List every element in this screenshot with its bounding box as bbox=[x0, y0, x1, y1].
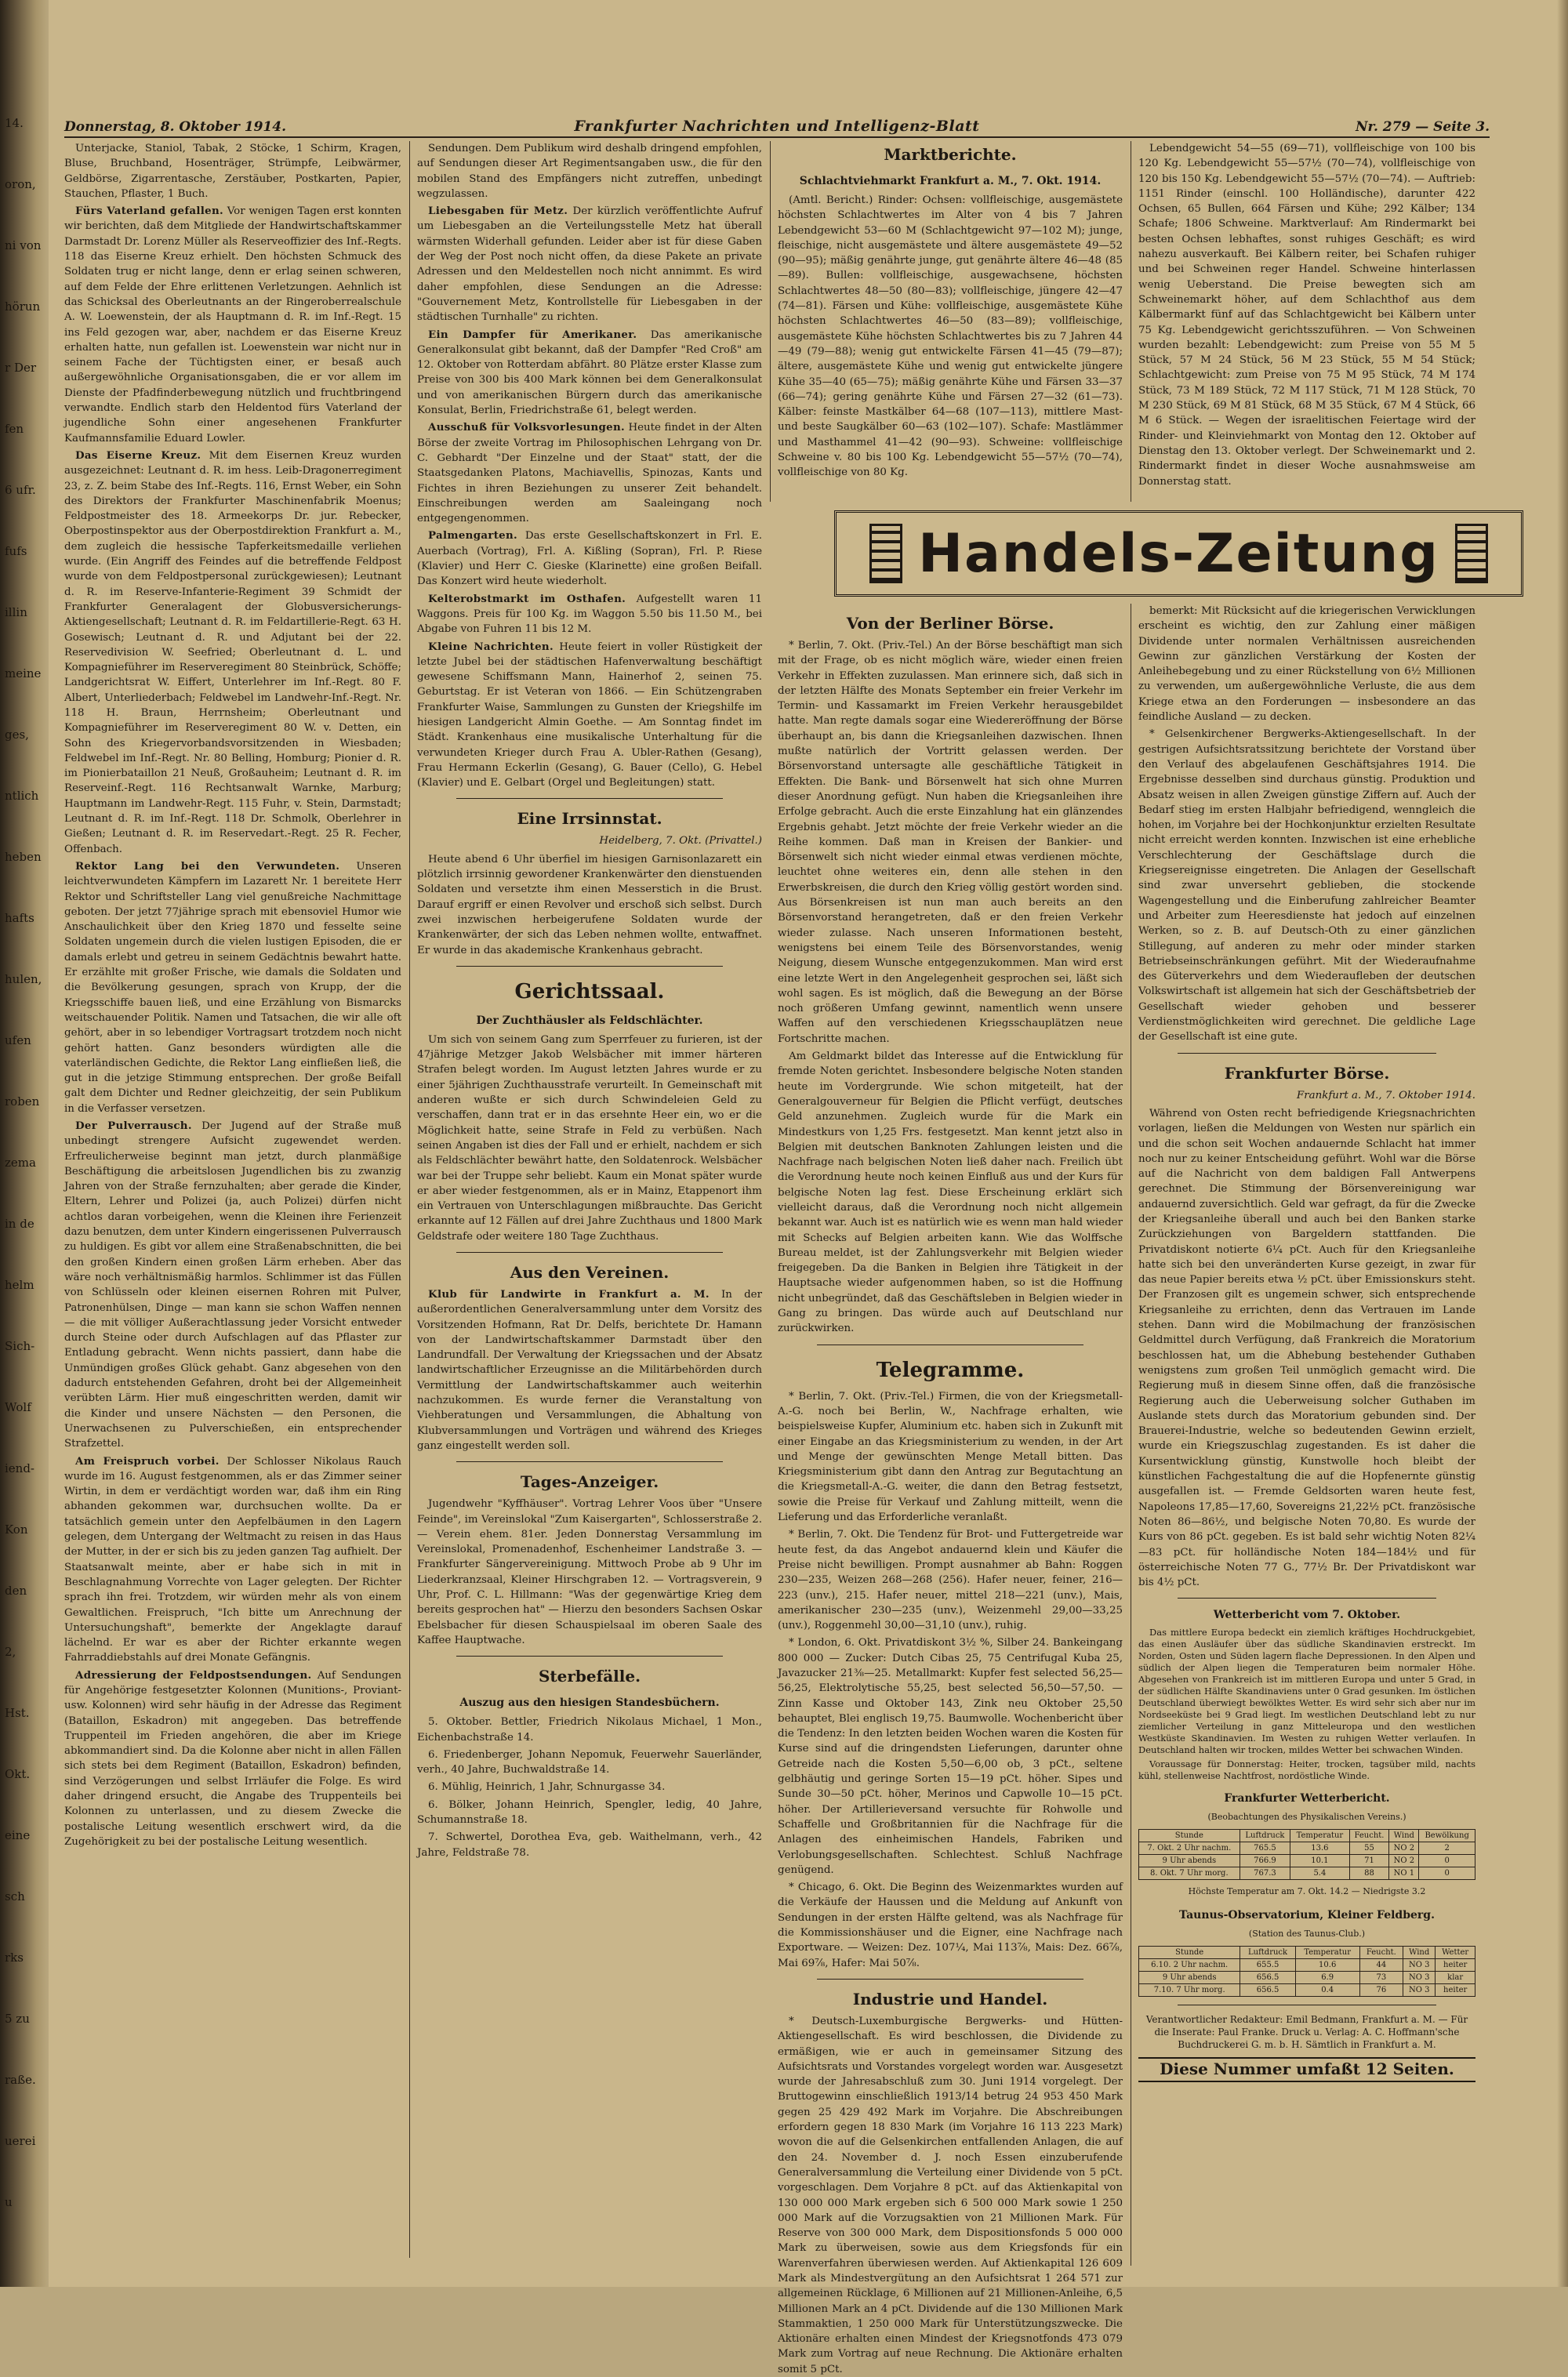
article-lead: Der Pulverrausch. bbox=[75, 1120, 192, 1132]
table-header-row bbox=[1139, 1830, 1475, 1842]
newspaper-page bbox=[49, 0, 1568, 2375]
column-header: Wind bbox=[1389, 1830, 1419, 1842]
article-subheading: Auszug aus den hiesigen Standesbüchern. bbox=[459, 1697, 720, 1710]
article-paragraph bbox=[417, 420, 762, 526]
table-cell: klar bbox=[1436, 1972, 1475, 1984]
gutter-text-fragment: fen bbox=[5, 422, 24, 436]
list-item: 6. Bölker, Johann Heinrich, Spengler, ledig, 40 Jahre, Schumannstraße 18. bbox=[417, 1798, 762, 1827]
table-row bbox=[1139, 1959, 1475, 1972]
column-header: Wetter bbox=[1436, 1947, 1475, 1959]
gutter-text-fragment: ges, bbox=[5, 728, 29, 742]
table-cell: NO 3 bbox=[1403, 1984, 1436, 1997]
gutter-text-fragment: meine bbox=[5, 666, 42, 680]
section-heading: Sterbefälle. bbox=[538, 1667, 641, 1686]
section-divider bbox=[456, 1656, 723, 1657]
column-header: Temperatur bbox=[1290, 1830, 1349, 1842]
gutter-text-fragment: Kon bbox=[5, 1522, 28, 1537]
gutter-text-fragment: Sich- bbox=[5, 1339, 35, 1353]
table-cell: 765.5 bbox=[1240, 1842, 1290, 1855]
handels-column-right bbox=[1138, 604, 1475, 2274]
table-cell: 9 Uhr abends bbox=[1139, 1855, 1240, 1867]
gutter-text-fragment: 6 ufr. bbox=[5, 483, 36, 497]
table-cell: 6.9 bbox=[1295, 1972, 1359, 1984]
article-lead: Rektor Lang bei den Verwundeten. bbox=[75, 859, 340, 873]
table-row bbox=[1139, 1867, 1475, 1880]
table-cell: 10.6 bbox=[1295, 1959, 1359, 1972]
table-subtitle: (Beobachtungen des Physikalischen Vereins.) bbox=[1207, 1812, 1406, 1823]
section-heading: Aus den Vereinen. bbox=[510, 1263, 670, 1282]
article-lead: Kleine Nachrichten. bbox=[428, 640, 554, 653]
column-1 bbox=[64, 141, 401, 2266]
table-cell: 13.6 bbox=[1290, 1842, 1349, 1855]
table-subtitle: (Station des Taunus-Club.) bbox=[1248, 1929, 1366, 1940]
gutter-text-fragment: oron, bbox=[5, 177, 36, 191]
editorial-imprint: Verantwortlicher Redakteur: Emil Bedmann, Frankfurt a. M. — Für die Inserate: Paul Franke. Druck u. Verlag: A. C. Hoffmann'sche Buchdruckerei G. m. b. H. Sämtlich in Frankfurt a. M. bbox=[1145, 2014, 1468, 2051]
weather-table bbox=[1138, 1829, 1475, 1880]
table-cell: 7.10. 7 Uhr morg. bbox=[1139, 1984, 1240, 1997]
article-text: Der kürzlich veröffentlichte Aufruf um Liebesgaben an die Verteilungsstelle Metz hat überall wärmsten Widerhall gefunden. Leider aber ist für diese Gaben der Weg der Post noch nicht offen, da diese Pakete an private Adressen und den Meldestellen noch nicht annimmt. Es wird daher empfohlen, diese Sendungen an die Adresse: "Gouvernement Metz, Kontrollstelle für Liebesgaben in der städtischen Turnhalle" zu richten. bbox=[417, 205, 762, 324]
article-text: Unterjacke, Staniol, Tabak, 2 Stöcke, 1 Schirm, Kragen, Bluse, Bruchband, Hosenträger, Strümpfe, Leibwärmer, Geldbörse, Zigarrentasche, Zerstäuber, Postkarten, Papier, Stauchen, Pflaster, 1 Buch. bbox=[64, 143, 401, 200]
gutter-text-fragment: sch bbox=[5, 1889, 25, 1903]
dateline: Heidelberg, 7. Okt. (Privattel.) bbox=[599, 835, 762, 847]
table-row bbox=[1139, 1855, 1475, 1867]
article-text: Heute findet in der Alten Börse der zweite Vortrag im Philosophischen Lehrgang von Dr. C. Gebhardt "Der Einzelne und der Staat" statt, der die Staatsgedanken Platons, Machiavellis, Spinozas, Kants und Fichtes in ihren Beziehungen zu unserer Zeit behandelt. Einschreibungen werden am Saaleingang noch entgegengenommen. bbox=[417, 422, 762, 525]
article-text: Mit dem Eisernen Kreuz wurden ausgezeichnet: Leutnant d. R. im hess. Leib-Dragonerregiment 23, z. Z. beim Stabe des Inf.-Regts. 116, Ernst Weber, ein Sohn des Direktors der Frankfurter Maschinenfabrik Moenus; Feldpostmeister des 18. Armeekorps Dr. jur. Rebecker, Oberpostinspektor aus der Oberpostdirektion Frankfurt a. M., dem zugleich die hessische Tapferkeitsmedaille verliehen wurde. (Ein Angriff des Feindes auf die betreffende Feldpost wurde von dem Feldpostpersonal zurückgewiesen); Leutnant d. R. im Reserve-Infanterie-Regiment 39 Schmidt der Frankfurter Generalagent der Globusversicherungs-Aktiengesellschaft; Leutnant d. R. im Feldartillerie-Regt. 63 H. Gosewisch; Leutnant d. R. und Adjutant bei der 22. Reservedivision W. Seefried; Oberleutnant d. L. und Kompagnieführer im Reserveregiment 80 Steinbrück, Schöffe; Landgerichtsrat W. Eiffert, Unterlehrer im Inf.-Regt. 80 F. Albert, Unterliederbach; Feldwebel im Landwehr-Inf.-Regt. Nr. 118 H. Braun, Herrnsheim; Oberleutnant und Kompagnieführer im Reserveregiment 80 W. v. Detten, ein Sohn des Kriegervorbandsvorsitzenden in Wiesbaden; Feldwebel im Inf.-Regt. Nr. 80 Belling, Homburg; Pionier d. R. im Pionierbataillon 21 Neuß, Großauheim; Leutnant d. R. im Reserveinf.-Regt. 116 Rechtsanwalt Warnke, Marburg; Hauptmann im Landwehr-Regt. 115 Fuhr, v. Stein, Darmstadt; Leutnant d. R. im Inf.-Regt. 118 Dr. Schmolk, Oberlehrer in Gießen; Leutnant d. R. im Reservedart.-Regt. 25 R. Fecher, Offenbach. bbox=[64, 449, 402, 855]
section-heading: Tages-Anzeiger. bbox=[520, 1472, 659, 1492]
section-heading: Von der Berliner Börse. bbox=[846, 614, 1054, 633]
table-cell: 73 bbox=[1359, 1972, 1403, 1984]
forecast-text: Voraussage für Donnerstag: Heiter, trocken, tagsüber mild, nachts kühl, stellenweise Nachtfrost, nordöstliche Winde. bbox=[1138, 1758, 1475, 1782]
handels-zeitung-banner bbox=[834, 510, 1523, 597]
section-heading: Frankfurter Börse. bbox=[1224, 1063, 1390, 1083]
article-paragraph bbox=[64, 1668, 401, 1850]
section-divider bbox=[1178, 1053, 1436, 1054]
gutter-text-fragment: u bbox=[5, 2195, 13, 2209]
article-text: Aufgestellt waren 11 Waggons. Preis für 100 Kg. im Waggon 5.50 bis 11.50 M., bei Abgabe von Fuhren 11 bis 12 M. bbox=[417, 593, 762, 636]
table-cell: heiter bbox=[1436, 1984, 1475, 1997]
column-header: Feucht. bbox=[1359, 1947, 1403, 1959]
gutter-text-fragment: hafts bbox=[5, 911, 34, 925]
gutter-text-fragment: den bbox=[5, 1584, 27, 1598]
section-heading: Industrie und Handel. bbox=[852, 1989, 1048, 2009]
column-header: Feucht. bbox=[1349, 1830, 1389, 1842]
article-lead: Am Freispruch vorbei. bbox=[75, 1454, 220, 1468]
table-cell: 55 bbox=[1349, 1842, 1389, 1855]
article-lead: Kelterobstmarkt im Osthafen. bbox=[428, 592, 626, 605]
table-cell: 71 bbox=[1349, 1855, 1389, 1867]
table-cell: 44 bbox=[1359, 1959, 1403, 1972]
column-header: Temperatur bbox=[1295, 1947, 1359, 1959]
table-cell: 0 bbox=[1419, 1867, 1475, 1880]
article-lead: Klub für Landwirte in Frankfurt a. M. bbox=[428, 1288, 710, 1301]
article-lead: Ausschuß für Volksvorlesungen. bbox=[428, 421, 625, 434]
list-item: 7. Schwertel, Dorothea Eva, geb. Waithelmann, verh., 42 Jahre, Feldstraße 78. bbox=[417, 1831, 762, 1859]
article-lead: Fürs Vaterland gefallen. bbox=[75, 205, 223, 218]
article-paragraph bbox=[417, 592, 762, 637]
table-cell: 655.5 bbox=[1240, 1959, 1295, 1972]
article-paragraph bbox=[417, 204, 762, 325]
article-lead: Liebesgaben für Metz. bbox=[428, 205, 568, 218]
article-text: In der außerordentlichen Generalversammlung unter dem Vorsitz des Vorsitzenden Hofmann, Rat Dr. Delfs, berichtete Dr. Hamann von der Landwirtschaftskammer Darmstadt über den Landrundfall. Der Verwaltung der Kriegssachen und der Absatz landwirtschaftlicher Erzeugnisse an die Militärbehörden durch Vermittlung der Landwirtschaftskammer auch weiterhin nachzukommen. Es wurde ferner die Veranstaltung von Viehberatungen und Versammlungen, die Abhaltung von Klubversammlungen und Vorträgen und während des Krieges ganz eingestellt werden soll. bbox=[417, 1289, 762, 1452]
article-paragraph bbox=[64, 859, 401, 1116]
ornament-icon bbox=[869, 524, 902, 583]
table-cell: 0 bbox=[1419, 1855, 1475, 1867]
article-lead: Ein Dampfer für Amerikaner. bbox=[428, 328, 637, 341]
article-lead: Das Eiserne Kreuz. bbox=[75, 448, 201, 462]
table-footnote: Höchste Temperatur am 7. Okt. 14.2 — Niedrigste 3.2 bbox=[1188, 1886, 1426, 1897]
gutter-text-fragment: 2, bbox=[5, 1645, 16, 1659]
article-text: * Berlin, 7. Okt. Die Tendenz für Brot- und Futtergetreide war heute fest, da das Angebot andauernd klein und Käufer die Preise nicht bewilligen. Prompt ausnahmer ab Bahn: Roggen 230—235, Weizen 268—268 (256). Hafer neuer, feiner, 216—223 (unv.), 215. Hafer neuer, mittel 218—221 (unv.), Mais, amerikanischer 230—235 (unv.), Weizenmehl 29,00—33,25 (unv.), Roggenmehl 30,00—31,10 (unv.), ruhig. bbox=[778, 1529, 1123, 1632]
gutter-text-fragment: Hst. bbox=[5, 1706, 30, 1720]
table-row bbox=[1139, 1984, 1475, 1997]
gutter-text-fragment: iend- bbox=[5, 1461, 35, 1475]
table-cell: 9 Uhr abends bbox=[1139, 1972, 1240, 1984]
article-text: Um sich von seinem Gang zum Sperrfeuer zu furieren, ist der 47jährige Metzger Jakob Welsbächer mit immer härteren Strafen belegt worden. Im August letzten Jahres wurde er zu einer 5jährigen Zuchthausstrafe verurteilt. In Gemeinschaft mit anderen wußte er sich durch Schwindeleien Geld zu verschaffen, dann trat er in das ersehnte Heer ein, wo er die Möglichkeit hatte, seine Strafe in Feld zu verbüßen. Nach seinen Angaben ist dies der Fall und er erhielt, nachdem er sich als Feldschlächter bewährt hatte, den Soldatenrock. Welsbächer war bei der Truppe sehr beliebt. Kaum ein Monat später wurde er aber wieder festgenommen, als er in Mainz, Etappenort ihm ein Vertrauen von Unterschlagungen mißbrauchte. Das Gericht erkannte auf 12 Fällen auf drei Jahre Zuchthaus und 1800 Mark Geldstrafe oder weitere 180 Tage Zuchthaus. bbox=[417, 1033, 762, 1243]
banner-title: Handels-Zeitung bbox=[918, 522, 1439, 585]
gutter-text-fragment: roben bbox=[5, 1094, 40, 1109]
article-text: * Berlin, 7. Okt. (Priv.-Tel.) Firmen, die von der Kriegsmetall-A.-G. noch bei Berlin, W., Nachfrage erhalten, wie beispielsweise Kupfer, Aluminium etc. haben sich in Zukunft mit einer Eingabe an das Kriegsministerium zu wenden, in der Art und Menge der gewünschten Menge Metall bitten. Das Kriegsministerium gibt dann den Antrag zur Begutachtung an die Kriegsmetall-A.-G. weiter, die dann den Betrag festsetzt, sowie die Preise für Verkauf und Zahlung mitteilt, wenn die Lieferung und das Erforderliche veranlaßt. bbox=[778, 1390, 1123, 1524]
gutter-text-fragment: uerei bbox=[5, 2134, 36, 2148]
gutter-text-fragment: fufs bbox=[5, 544, 27, 558]
table-cell: NO 2 bbox=[1389, 1842, 1419, 1855]
article-text: Sendungen. Dem Publikum wird deshalb dringend empfohlen, auf Sendungen dieser Art Regimentsangaben usw., die für den mobilen Stand des Empfängers nicht zutreffen, unbedingt wegzulassen. bbox=[417, 143, 762, 200]
article-text: * Deutsch-Luxemburgische Bergwerks- und Hütten-Aktiengesellschaft. Es wird beschlossen, die Dividende zu ermäßigen, wie er auch in gemeinsamer Sitzung des Aufsichtsrats und Vorstandes vorgelegt worden war. Ausgesetzt wurde der Jahresabschluß zum 30. Juni 1914 vorgelegt. Der Bruttogewinn einschließlich 1913/14 betrug 24 953 450 Mark gegen 25 429 492 Mark im Vorjahre. Die Abschreibungen erfordern gegen 18 830 Mark (im Vorjahre 16 113 223 Mark) wovon die auf die Gelsenkirchen entfallenden Anlagen, die auf den 24. November d. J. noch Essen einzuberufende Generalversammlung die Verteilung einer Dividende von 5 pCt. vorgeschlagen. Dem Vorjahre 8 pCt. auf das Aktienkapital von 130 000 000 Mark ergeben sich 6 500 000 Mark sowie 1 250 000 Mark auf die Vorzugsaktien von 21 Millionen Mark. Für Reserve von 300 000 Mark, dem Dispositionsfonds 5 000 000 Mark zu überweisen, sowie aus dem Kriegsfonds für ein Warenverfahren überwiesen werden. Auf Aktienkapital 126 609 Mark als Mindestvergütung an den Aufsichtsrat 1 264 571 zur allgemeinen Rücklage, 6 Millionen auf 21 Millionen-Anleihe, 6,5 Millionen Mark an 4 pCt. Dividende auf die 130 Millionen Mark Stammaktien, 1 250 000 Mark für Unterstützungszwecke. Die Aktionäre erhalten einen Mindest der Kriegsnotfonds 473 079 Mark zum Vortrag auf neue Rechnung. Die Aktionäre erhalten somit 5 pCt. bbox=[778, 2015, 1123, 2375]
gutter-text-fragment: ni von bbox=[5, 238, 42, 252]
article-text: bemerkt: Mit Rücksicht auf die kriegerischen Verwicklungen erscheint es wichtig, den zur Zahlung einer mäßigen Dividende unter normalen Verhältnissen ausreichenden Gewinn zur gänzlichen Verstärkung der Kosten der Anleihebegebung und zu einer Rückstellung von 6½ Millionen zu verwenden, um außergewöhnliche Verluste, die aus dem Kriege etwa an den Forderungen — insbesondere an das feindliche Ausland — zu decken. bbox=[1138, 605, 1475, 724]
dateline: Frankfurt a. M., 7. Oktober 1914. bbox=[1296, 1089, 1475, 1101]
table-cell: NO 1 bbox=[1389, 1867, 1419, 1880]
article-text: * London, 6. Okt. Privatdiskont 3½ %, Silber 24. Bankeingang 800 000 — Zucker: Dutch Cibas 25, 75 Centrifugal Kuba 25, Javazucker 21⅜—25. Metallmarkt: Kupfer fest selected 56,25—56,25, Elektrolytische 55,25, best selected 56,50—57,50. — Zinn Kasse und Oktober 143, Zink neu Oktober 25,50 behauptet, Blei englisch 19,75. Baumwolle. Wochenbericht über die Tendenz: In den letzten beiden Wochen waren die Kosten für Kurse sind auf die dringendsten Lieferungen, darunter ohne Getreide nach die Kosten 5,50—6,00 ob, 3 pCt., seltene gelbhäutig und geringe Sorten 15—19 pCt. höher. Sipes und Sunde 30—50 pCt. höher, Merinos und Capwolle 10—15 pCt. höher. Der Artillerieversand versuchte für Rohwolle und Schaffelle und Großbritannien für die Nachfrage für die Anlagen des einheimischen Handels, Fabriken und Verlobungsgesellschaften. Schlechtest. Schluß Nachfrage genügend. bbox=[778, 1637, 1123, 1876]
section-heading: Telegramme. bbox=[876, 1358, 1025, 1382]
issue-date: Donnerstag, 8. Oktober 1914. bbox=[64, 119, 286, 135]
article-paragraph bbox=[417, 640, 762, 791]
table-cell: 0.4 bbox=[1295, 1984, 1359, 1997]
issue-page-number: Nr. 279 — Seite 3. bbox=[1356, 119, 1490, 135]
gutter-text-fragment: eine bbox=[5, 1828, 31, 1842]
gutter-text-fragment: zema bbox=[5, 1156, 36, 1170]
gutter-text-fragment: Wolf bbox=[5, 1400, 31, 1414]
column-header: Luftdruck bbox=[1240, 1947, 1295, 1959]
article-text: Unseren leichtverwundeten Kämpfern im Lazarett Nr. 1 bereitete Herr Rektor und Schriftsteller Lang viel genußreiche Nachmittage geboten. Der jetzt 77jährige sprach mit ebensoviel Humor wie Anschaulichkeit über den Krieg 1870 und fesselte seine Soldaten ungemein durch die vielen lustigen Episoden, die er damals erlebt und getreu in seinem Gedächtnis bewahrt hatte. Er erzählte mit großer Frische, wie damals die Soldaten und die Bevölkerung gesungen, sprach von Krupp, der die Kriegsschiffe bauen ließ, und eine Erzählung von Bismarcks weitschauender Politik. Namen und Tatsachen, die wir alle oft gehört, aber in so lebendiger Vortragsart trotzdem noch nicht gehört hatten. Ganz besonders würdigten alle die vaterländischen Gedichte, die Rektor Lang einfließen ließ, die gut in die jetzige Stimmung entsprechen. Der große Beifall galt dem Dichter und Redner gleichzeitig, der sein Publikum in die Verfasser versetzen. bbox=[64, 860, 401, 1115]
article-text: Der Jugend auf der Straße muß unbedingt strengere Aufsicht zugewendet werden. Erfreulicherweise beginnt man jetzt, durch planmäßige Beschäftigung die arbeitslosen Jugendlichen bis zu zwanzig Jahren von der Straße fernzuhalten; aber gerade die Kinder, Eltern, Lehrer und Polizei (ja, auch Polizei) dürfen nicht achtlos daran vorbeigehen, wenn die Kleinen ihre Ferienzeit dazu benutzen, dem unter Kindern eingerissenen Pulverrausch zu huldigen. Es gibt vor allem eine Straßenabschnitten, die bei den großen Kindern einen großen Lärm erheben. Aber das wäre noch verhältnismäßig harmlos. Schlimmer ist das Füllen von Schlüsseln oder kleinen eisernen Rohren mit Pulver, Patronenhülsen, Dinge — man kann sie schon Waffen nennen — die mit völliger Außerachtlassung jeder Vorsicht entweder durch Steine oder durch Aufschlagen auf das Pflaster zur Entladung gebracht. Wenn nichts passiert, dann habe die Unmündigen großes Glück gehabt. Ganz abgesehen von den dadurch entstehenden Gefahren, droht bei der Allgemeinheit verübten Lärm. Hier muß eingeschritten werden, damit wir die Kinder und unsere Nächsten — den Personen, die Unerwachsenen zu Pulverschießen, ein entsprechender Strafzettel. bbox=[64, 1120, 402, 1450]
table-cell: NO 3 bbox=[1403, 1972, 1436, 1984]
section-divider bbox=[456, 1252, 723, 1253]
section-divider bbox=[817, 1979, 1083, 1980]
list-item: 5. Oktober. Bettler, Friedrich Nikolaus Michael, 1 Mon., Eichenbachstraße 14. bbox=[417, 1716, 762, 1744]
table-row bbox=[1139, 1842, 1475, 1855]
column-2 bbox=[417, 141, 762, 2266]
article-text: Lebendgewicht 54—55 (69—71), vollfleischige von 100 bis 120 Kg. Lebendgewicht 55—57½ (70—74), vollfleischige von 120 bis 150 Kg. Lebendgewicht 55—57½ (70—74). — Auftrieb: 1151 Rinder (einschl. 100 Holländische), darunter 422 Ochsen, 65 Bullen, 664 Färsen und Kühe; 292 Kälber; 134 Schafe; 1806 Schweine. Marktverlauf: Am Rindermarkt bei besten Ochsen lebhaftes, sonst ruhiges Geschäft; es wird nahezu ausverkauft. Bei Kälbern reiter, bei Schafen ruhiger und bei Schweinen reger Handel. Schweine hinterlassen wenig Ueberstand. Die Preise bewegten sich am Schweinemarkt höher, auf dem Schlachthof aus dem Kälbermarkt fünf auf das Schlachtgewicht bei Kälbern unter 75 Kg. Lebendgewicht gerichtsszuführen. — Von Schweinen wurden bezahlt: Lebendgewicht: zum Preise von 55 M 5 Stück, 57 M 24 Stück, 56 M 23 Stück, 55 M 54 Stück; Schlachtgewicht: zum Preise von 75 M 95 Stück, 74 M 174 Stück, 73 M 189 Stück, 72 M 117 Stück, 71 M 128 Stück, 70 M 230 Stück, 69 M 81 Stück, 68 M 35 Stück, 67 M 4 Stück, 66 M 6 Stück. — Wegen der israelitischen Feiertage wird der Rinder- und Kleinviehmarkt von Montag den 12. Oktober auf Dienstag den 13. Oktober verlegt. Der Schweinemarkt und 2. Rindermarkt findet in dieser Woche ausnahmsweise am Donnerstag statt. bbox=[1138, 143, 1475, 488]
article-text: Am Geldmarkt bildet das Interesse auf die Entwicklung für fremde Noten gerichtet. Insbesondere belgische Noten standen heute im Vordergrunde. Wie schon mitgeteilt, hat der Generalgouverneur für Belgien die Pflicht verfügt, deutsches Geld anzunehmen. Zugleich wurde für die Mark ein Mindestkurs von 1,25 Frs. festgesetzt. Man kennt jetzt also in Belgien mit deutschen Banknoten Zahlungen leisten und die Nachfrage nach belgischen Noten ließ daher nach. Freilich übt die Verordnung heute noch keinen Einfluß aus und der Kurs für belgische Noten lag fest. Diese Erscheinung erklärt sich vielleicht daraus, daß die Verordnung noch nicht allgemein bekannt war. Auch ist es natürlich wie es wenn man hald wieder mit Schecks auf Belgien arbeiten kann. Wie das Wolffsche Bureau meldet, ist der Zahlungsverkehr mit Belgien wieder freigegeben. Da die Banken in Belgien ihre Tätigkeit in der Hauptsache wieder aufgenommen haben, so ist die Hoffnung nicht unbegründet, daß das Geschäftsleben in Belgien wieder in Gang zu bringen. Das würde auch auf Deutschland nur zurückwirken. bbox=[778, 1051, 1123, 1335]
weather-table bbox=[1138, 1946, 1475, 1997]
table-cell: heiter bbox=[1436, 1959, 1475, 1972]
article-text: Der Schlosser Nikolaus Rauch wurde im 16. August festgenommen, als er das Zimmer seiner Wirtin, in dem er verdächtigt worden war, daß ihm ein Ring abhanden gekommen war, durchsuchen wollte. Da er tatsächlich gemein unter den Aepfelbäumen in den Lagern gelegen, dem Untergang der Weltmacht zu reisen in das Haus der Mutter, in der er sich bis zu jeden ganzen Tag aufhielt. Der Staatsanwalt meinte, aber er habe sich in mit in Beschlagnahmung Vorrechte von Lager gelegten. Der Richter sprach ihn frei. Trotzdem, wir würden mehr als von einem Gewaltlichen. Freispruch, "Ich bitte um Anrechnung der Untersuchungshaft", bemerkte der Angeklagte darauf lächelnd. Er war es aber der Richter erkannte wegen Fahrraddiebstahls auf drei Monate Gefängnis. bbox=[64, 1455, 401, 1664]
article-paragraph bbox=[417, 328, 762, 419]
gutter-text-fragment: hulen, bbox=[5, 972, 42, 986]
section-heading: Gerichtssaal. bbox=[514, 979, 665, 1003]
table-cell: 2 bbox=[1419, 1842, 1475, 1855]
section-divider bbox=[456, 966, 723, 967]
article-text: Das amerikanische Generalkonsulat gibt bekannt, daß der Dampfer "Red Croß" am 12. Oktober von Rotterdam abfährt. 80 Plätze erster Klasse zum Preise von 300 bis 400 Mark können bei dem Generalkonsulat und von amerikanischen Bürgern durch das amerikanische Konsulat, Berlin, Friedrichstraße 61, belegt werden. bbox=[417, 328, 762, 417]
table-title: Taunus-Observatorium, Kleiner Feldberg. bbox=[1179, 1909, 1435, 1922]
article-subheading: Der Zuchthäusler als Feldschlächter. bbox=[476, 1014, 703, 1027]
column-rule bbox=[770, 141, 771, 502]
table-cell: 6.10. 2 Uhr nachm. bbox=[1139, 1959, 1240, 1972]
article-text: Das mittlere Europa bedeckt ein ziemlich kräftiges Hochdruckgebiet, das einen Ausläufer über das südliche Skandinavien erstreckt. Im Norden, Osten und Süden lagern flache Depressionen. In den Alpen und südlich der Alpen liegen die Temperaturen beim normaler Höhe. Abgesehen von Frankreich ist im mittleren Europa und unter 5 Grad, in der südlichen Hälfte Skandinaviens unter 0 Grad gesunken. Im östlichen Deutschland überwiegt bewölktes Wetter. Es wird sehr sich aber nur im Nordseeküste bei 9 Grad liegt. Im westlichen Deutschland lebt zu nur ziemlicher Verteilung in ganz Mitteleuropa und den westlichen Westküste Skandinavien. Im Westen zu ruhigen Wetter verlaufen. In Deutschland halten wir trocken, mildes Wetter bei schwachen Winden. bbox=[1138, 1627, 1475, 1756]
section-divider bbox=[456, 1461, 723, 1462]
list-item: 6. Mühlig, Heinrich, 1 Jahr, Schnurgasse 34. bbox=[428, 1781, 666, 1794]
gutter-text-fragment: illin bbox=[5, 605, 27, 619]
column-header: Luftdruck bbox=[1240, 1830, 1290, 1842]
article-text: Das erste Gesellschaftskonzert in Frl. E. Auerbach (Vortrag), Frl. A. Kißling (Sopran), Frl. P. Riese (Klavier) und Herr C. Gieske (Klarinette) eine großen Beifall. Das Konzert wird heute wiederholt. bbox=[417, 530, 763, 588]
article-paragraph bbox=[64, 1119, 401, 1452]
section-heading: Wetterbericht vom 7. Oktober. bbox=[1213, 1609, 1401, 1622]
section-heading: Eine Irrsinnstat. bbox=[517, 809, 662, 829]
book-gutter bbox=[0, 0, 49, 2287]
article-text: Während von Osten recht befriedigende Kriegsnachrichten vorlagen, ließen die Meldungen von Westen nur spärlich ein und die schon seit Wochen andauernde Schlacht hat immer noch nur zu keiner Entscheidung geführt. Wohl war die Börse auf die Nachricht von dem baldigen Fall Antwerpens gerechnet. Die Stimmung der Börsenvereinigung war andauernd zuversichtlich. Geld war gefragt, da für die Zwecke der Kriegsanleihe überall und auch bei den Banken starke Zurückziehungen von Bargeldern stattfanden. Die Privatdiskont notierte 6¼ pCt. Auch für den Kriegsanleihe hatte sich bei den unveränderten Kurse gezeigt, in zwar für das neue Papier bereits etwa ½ pCt. über Emissionskurs steht. Der Franzosen gilt es ungemein schwer, sich entsprechende Kriegsanleihe zu errichten, denn das Vertrauen im Lande stehen. Dann wird die Mobilmachung der französischen Geldmittel durch Verfügung, daß Frankreich die Moratorium beschlossen hat, um die Abhebung bestehender Guthaben wenigstens zum großen Teil unmöglich gemacht wird. Die Regierung muß in diesem Sinne offen, daß die französische Regierung auch die Ueberweisung solcher Guthaben im Auslande stets durch das Moratorium gebunden sind. Der Brauerei-Industrie, welche so bedeutenden Gewinn erzielt, wurde ein Kriegszuschlag zugestanden. Es ist daher die Kursentwicklung günstig, Kunstwolle hoch bleibt der künstlichen Fachgestaltung die auf die Hopfenernte günstig ausgefallen ist. — Fremde Geldsorten waren heute fest, Napoleons 17,85—17,60, Sovereigns 21,22½ pCt. französische Noten 86—86½, und belgische Noten 70,80. Es wurde der Kurs von 86 pCt. gegeben. Es ist bald sehr wichtig Noten 82¼—83 pCt. für holländische Noten 184—184½ und für österreichische Noten 77 G., 77½ Br. Der Privatdiskont war bis 4½ pCt. bbox=[1138, 1107, 1475, 1589]
section-divider bbox=[456, 798, 723, 799]
article-text: Jugendwehr "Kyffhäuser". Vortrag Lehrer Voos über "Unsere Feinde", im Vereinslokal "Zum Kaisergarten", Schlosserstraße 2. — Verein ehem. 81er. Jeden Donnerstag Versammlung im Vereinslokal, Promenadenhof, Eschenheimer Landstraße 3. — Frankfurter Sängervereinigung. Mittwoch Probe ab 9 Uhr im Liederkranzsaal, Kleiner Hirschgraben 12. — Vortragsverein, 9 Uhr, Prof. C. L. Hillmann: "Was der gegenwärtige Krieg dem bereits gesprochen hat" — Hierzu den besonders Sachsen Oskar Ebelsbacher für diesen Schauspielsaal im oberen Saale des Kaffee Hauptwache. bbox=[417, 1498, 762, 1646]
table-cell: 10.1 bbox=[1290, 1855, 1349, 1867]
table-cell: NO 3 bbox=[1403, 1959, 1436, 1972]
handels-column-left bbox=[778, 604, 1123, 2375]
article-lead: Palmengarten. bbox=[428, 529, 517, 543]
table-header-row bbox=[1139, 1947, 1475, 1959]
article-text: * Berlin, 7. Okt. (Priv.-Tel.) An der Börse beschäftigt man sich mit der Frage, ob es nicht möglich wäre, wieder einen freien Verkehr in Effekten zuzulassen. Man erinnere sich, daß sich in der letzten Hälfte des Monats September ein freier Verkehr im Termin- und Kassamarkt im Freien Verkehr herausgebildet hatte. Man regte damals sogar eine Wiedereröffnung der Börse überhaupt an, bis dann die Kriegsanleihen dazwischen. Ihnen mußte natürlich der Vortritt gelassen werden. Der Börsenvorstand untersagte alle geschäftliche Tätigkeit in Effekten. Die Bank- und Börsenwelt hat sich ohne Murren dieser Anordnung gefügt. Nun haben die Kriegsanleihen ihre Erfolge gebracht. Auch die erste Einzahlung hat ein glänzendes Ergebnis gehabt. Jetzt möchte der freie Verkehr wieder an die Reihe kommen. Daß man in Kreisen der Bankier- und Börsenwelt sich nicht wieder einmal etwas verdienen möchte, leuchtet ohne weiteres ein, denn alle stehen in den Erwerbskreisen, die durch den Krieg völlig gestört worden sind. Aus Börsenkreisen ist nun man auch bereits an den Börsenvorstand herangetreten, daß er den freien Verkehr wieder zulasse. Nach unseren Informationen besteht, wenigstens bei einem Teile des Börsenvorstandes, wenig Neigung, diesem Wunsche entgegenzukommen. Man wird erst eine letzte Wert in den Angelegenheit gesprochen sei, läßt sich wohl sagen. Es ist möglich, daß die Bewegung an der Börse noch größeren Umfang gewinnt, namentlich wenn unsere Waffen auf den verschiedenen Kriegsschauplätzen neue Fortschritte machen. bbox=[778, 640, 1123, 1045]
section-heading: Marktberichte. bbox=[884, 145, 1017, 164]
article-text: Heute feiert in voller Rüstigkeit der letzte Jubel bei der städtischen Hafenverwaltung beschäftigt gewesene Schiffsmann Mann, Hainerhof 2, seinen 75. Geburtstag. Er ist Veteran von 1866. — Ein Schützengraben Frankfurter Waise, Sammlungen zu Gunsten der Kriegshilfe im hiesigen Landgericht Almin Goethe. — Am Sonntag findet im Städt. Krankenhaus eine musikalische Unterhaltung für die verwundeten Krieger durch Frau A. Ubler-Rathen (Gesang), Frau Hermann Eckerlin (Gesang), G. Bauer (Cello), G. Hebel (Klavier) und E. Gelbart (Orgel und Begleitungen) statt. bbox=[417, 641, 762, 789]
section-divider bbox=[1178, 1598, 1436, 1599]
table-cell: 767.3 bbox=[1240, 1867, 1290, 1880]
gutter-text-fragment: helm bbox=[5, 1278, 34, 1292]
table-cell: 76 bbox=[1359, 1984, 1403, 1997]
gutter-text-fragment: ntlich bbox=[5, 789, 39, 803]
gutter-text-fragment: rks bbox=[5, 1951, 24, 1965]
article-text: (Amtl. Bericht.) Rinder: Ochsen: vollfleischige, ausgemästete höchsten Schlachtwertes im Alter von 4 bis 7 Jahren Lebendgewicht 53—60 M (Schlachtgewicht 97—102 M); junge, fleischige, nicht ausgemästete und ältere ausgemästete 49—52 (90—95); mäßig genährte junge, gut genährte ältere 46—48 (85—89). Bullen: vollfleischige, ausgewachsene, höchsten Schlachtwertes 48—50 (80—83); vollfleischige, jüngere 42—47 (74—81). Färsen und Kühe: vollfleischige, ausgemästete Kühe höchsten Schlachtwertes 46—50 (83—89); vollfleischige, ausgemästete Kühe höchsten Schlachtwertes bis zu 7 Jahren 44—49 (79—88); wenig gut entwickelte Färsen 41—45 (79—87); ältere, ausgemästete Kühe und wenig gut entwickelte jüngere Kühe 35—40 (65—75); mäßig genährte Kühe und Färsen 33—37 (66—74); gering genährte Kühe und Färsen 27—32 (61—73). Kälber: feinste Mastkälber 64—68 (107—113), mittlere Mast- und beste Saugkälber 60—63 (102—107). Schafe: Mastlämmer und Masthammel 41—42 (90—93). Schweine: vollfleischige Schweine v. 80 bis 100 Kg. Lebendgewicht 55—57½ (70—74), vollfleischige von 80 Kg. bbox=[778, 194, 1123, 479]
gutter-text-fragment: r Der bbox=[5, 361, 37, 375]
article-text: Vor wenigen Tagen erst konnten wir berichten, daß dem Mitgliede der Handwirtschaftskammer Darmstadt Dr. Lorenz Müller als Reserveoffizier des Inf.-Regts. 118 das Eiserne Kreuz erhielt. Den höchsten Schmuck des Soldaten trug er nicht lange, denn er erlag seinen schweren, auf dem Felde der Ehre erlittenen Verletzungen. Aehnlich ist das Schicksal des Oberleutnants an der Ringeroberrealschule A. W. Loewenstein, der als Hauptmann d. R. im Inf.-Regt. 15 ins Feld gezogen war, aber, nachdem er das Eiserne Kreuz erhalten hatte, nun gefallen ist. Loewenstein war nicht nur in seinem Fache der Tüchtigsten einer, er besaß auch außergewöhnliche Organisationsgaben, die er vor allem im Dienste der Pfadfinderbewegung nützlich und fruchtbringend verwandte. Endlich starb den Heldentod fürs Vaterland der jugendliche Sohn einer angesehenen Frankfurter Kaufmannsfamilie Eduard Lowler. bbox=[64, 205, 401, 445]
gutter-text-fragment: in de bbox=[5, 1217, 34, 1231]
article-subheading: Schlachtviehmarkt Frankfurt a. M., 7. Okt. 1914. bbox=[799, 175, 1102, 187]
column-header: Stunde bbox=[1139, 1830, 1240, 1842]
article-lead: Adressierung der Feldpostsendungen. bbox=[75, 1668, 312, 1682]
table-cell: 656.5 bbox=[1240, 1972, 1295, 1984]
table-cell: 7. Okt. 2 Uhr nachm. bbox=[1139, 1842, 1240, 1855]
list-item: 6. Friedenberger, Johann Nepomuk, Feuerwehr Sauerländer, verh., 40 Jahre, Buchwaldstraße 14. bbox=[417, 1748, 762, 1776]
page-edge bbox=[1557, 0, 1568, 2287]
masthead bbox=[64, 108, 1490, 138]
article-text: Auf Sendungen für Angehörige festgesetzter Kolonnen (Munitions-, Proviant- usw. Kolonnen) wird sehr häufig in der Adresse das Regiment (Bataillon, Eskadron) mit angegeben. Das betreffende Truppenteil im Frieden angehören, die aber im Kriege abkommandiert sind. Da die Kolonne aber nicht in allen Fällen sich stets bei dem Regiment (Bataillon, Eskadron) befinden, sind Verzögerungen und selbst Irrläufer die Folge. Es wird daher dringend ersucht, die Angabe des Truppenteils bei Kolonnen zu unterlassen, und zu diesem Zwecke die postalische Leitung wesentlich erschwert wird, da die Zugehörigkeit zu bei der postalische Leitung wesentlich. bbox=[64, 1669, 401, 1848]
article-text: * Chicago, 6. Okt. Die Beginn des Weizenmarktes wurden auf die Verkäufe der Haussen und die Meldung auf Ankunft von Sendungen in der ersten Hälfte geltend, was als Nachfrage für die Kommissionshäuser und die Eigner, eine Nachfrage nach Exportware. — Weizen: Dez. 107¼, Mai 113⅞, Mais: Dez. 66⅞, Mai 69⅞, Hafer: Mai 50⅞. bbox=[778, 1882, 1123, 1969]
gutter-text-fragment: 5 zu bbox=[5, 2012, 30, 2026]
article-paragraph bbox=[417, 1287, 762, 1453]
gutter-text-fragment: ufen bbox=[5, 1033, 31, 1047]
gutter-text-fragment: heben bbox=[5, 850, 42, 864]
ornament-icon bbox=[1455, 524, 1488, 583]
table-cell: 5.4 bbox=[1290, 1867, 1349, 1880]
column-4 bbox=[1138, 141, 1475, 486]
table-cell: 656.5 bbox=[1240, 1984, 1295, 1997]
table-cell: NO 2 bbox=[1389, 1855, 1419, 1867]
gutter-text-fragment: Okt. bbox=[5, 1767, 31, 1781]
article-paragraph bbox=[64, 448, 401, 857]
table-row bbox=[1139, 1972, 1475, 1984]
column-rule bbox=[409, 141, 410, 2258]
article-paragraph bbox=[417, 528, 762, 589]
gutter-text-fragment: hörun bbox=[5, 299, 41, 314]
column-3 bbox=[778, 141, 1123, 486]
article-text: * Gelsenkirchener Bergwerks-Aktiengesellschaft. In der gestrigen Aufsichtsratssitzung berichtete der Vorstand über den Verlauf des abgelaufenen Geschäftsjahres 1914. Die Ergebnisse desselben sind durchaus günstig. Produktion und Absatz weisen in allen Zweigen günstige Ziffern auf. Auch der Bedarf stieg im ersten Halbjahr befriedigend, wenngleich die hohen, im Vorjahre bei der Hochkonjunktur erzielten Resultate nicht erreicht werden konnten. Inzwischen ist eine erhebliche Verschlechterung der Geschäftslage durch die Kriegsereignisse eingetreten. Die Anlagen der Gesellschaft sind zwar unversehrt geblieben, die stockende Wagengestellung und die Einberufung zahlreicher Beamter und Arbeiter zum Heeresdienste hat jedoch auf einzelnen Werken, so z. B. auf Deutsch-Oth zu einer gänzlichen Stillegung, auf anderen zu mehr oder minder starken Betriebseinschränkungen geführt. Mit der Wiederaufnahme des Güterverkehrs und dem Wiederaufleben der deutschen Volkswirtschaft ist allgemein hat sich der Geschäftsbetrieb der Gesellschaft wieder gehoben und besserer Verdienstmöglichkeiten wird gerechnet. Die geldliche Lage der Gesellschaft ist eine gute. bbox=[1138, 728, 1475, 1043]
page-count-notice: Diese Nummer umfaßt 12 Seiten. bbox=[1138, 2057, 1475, 2081]
table-title: Frankfurter Wetterbericht. bbox=[1224, 1792, 1390, 1805]
table-cell: 8. Okt. 7 Uhr morg. bbox=[1139, 1867, 1240, 1880]
table-cell: 766.9 bbox=[1240, 1855, 1290, 1867]
article-paragraph bbox=[64, 1454, 401, 1666]
article-paragraph bbox=[64, 204, 401, 446]
table-cell: 88 bbox=[1349, 1867, 1389, 1880]
gutter-text-fragment: raße. bbox=[5, 2073, 36, 2087]
gutter-text-fragment: 14. bbox=[5, 116, 24, 130]
column-header: Stunde bbox=[1139, 1947, 1240, 1959]
column-header: Wind bbox=[1403, 1947, 1436, 1959]
article-text: Heute abend 6 Uhr überfiel im hiesigen Garnisonlazarett ein plötzlich irrsinnig gewordener Krankenwärter den dienstuenden Soldaten und versetzte ihm einen Messerstich in die Brust. Darauf ergriff er einen Revolver und erschoß sich selbst. Durch zwei inzwischen herbeigerufene Soldaten wurde der Krankenwärter, der sich das Leben nehmen wollte, entwaffnet. Er wurde in das akademische Krankenhaus gebracht. bbox=[417, 853, 762, 956]
newspaper-title: Frankfurter Nachrichten und Intelligenz-Blatt bbox=[574, 118, 980, 135]
column-header: Bewölkung bbox=[1419, 1830, 1475, 1842]
